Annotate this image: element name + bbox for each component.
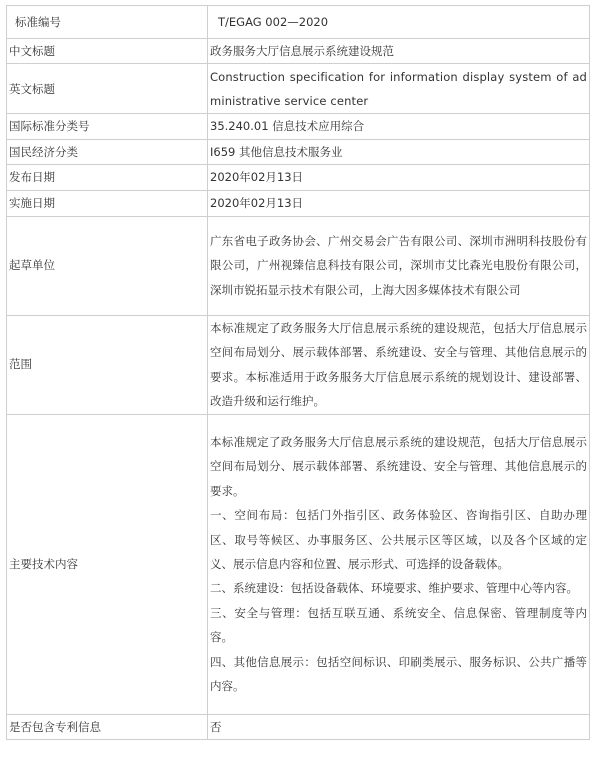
implement-date-value: 2020年02月13日 <box>208 190 590 216</box>
content-paragraph: 二、系统建设：包括设备载体、环境要求、维护要求、管理中心等内容。 <box>210 581 578 596</box>
scope-value: 本标准规定了政务服务大厅信息展示系统的建设规范，包括大厅信息展示空间布局划分、展示载体部署、系统建设、安全与管理、其他信息展示的要求。本标准适用于政务服务大厅信息展示系统的规划设计、建设部署、改造升级和运行维护。 <box>208 315 590 414</box>
content-paragraph: 三、安全与管理：包括互联互通、系统安全、信息保密、管理制度等内容。 <box>210 605 587 645</box>
main-technical-content-value <box>208 414 590 714</box>
row-label: 是否包含专利信息 <box>7 714 208 739</box>
table-row <box>7 165 590 190</box>
table-row <box>7 39 590 64</box>
row-label: 标准编号 <box>7 6 208 39</box>
patent-info-value: 否 <box>208 714 590 739</box>
row-label: 起草单位 <box>7 216 208 315</box>
standard-info-table <box>6 5 590 740</box>
english-title-value: Construction specification for information display system of administrative service center <box>208 64 590 114</box>
row-label: 中文标题 <box>7 39 208 64</box>
content-paragraph: 本标准规定了政务服务大厅信息展示系统的建设规范，包括大厅信息展示空间布局划分、展示载体部署、系统建设、安全与管理、其他信息展示的要求。 <box>210 434 587 498</box>
economic-classification-value: I659 其他信息技术服务业 <box>208 139 590 164</box>
row-label: 英文标题 <box>7 64 208 114</box>
row-label: 国民经济分类 <box>7 139 208 164</box>
table-row <box>7 190 590 216</box>
table-row <box>7 64 590 114</box>
standard-number-value: T/EGAG 002—2020 <box>208 6 590 39</box>
row-label: 范围 <box>7 315 208 414</box>
publish-date-value: 2020年02月13日 <box>208 165 590 190</box>
ics-value: 35.240.01 信息技术应用综合 <box>208 114 590 139</box>
chinese-title-value: 政务服务大厅信息展示系统建设规范 <box>208 39 590 64</box>
row-label: 主要技术内容 <box>7 414 208 714</box>
content-paragraph: 四、其他信息展示：包括空间标识、印刷类展示、服务标识、公共广播等内容。 <box>210 654 587 693</box>
table-row <box>7 114 590 139</box>
table-row <box>7 414 590 714</box>
table-row <box>7 714 590 739</box>
content-paragraph: 一、空间布局：包括门外指引区、政务体验区、咨询指引区、自助办理区、取号等候区、办事服务区、公共展示区等区域，以及各个区域的定义、展示信息内容和位置、展示形式、可选择的设备载体。 <box>210 508 587 571</box>
table-row <box>7 216 590 315</box>
table-row <box>7 139 590 164</box>
row-label: 发布日期 <box>7 165 208 190</box>
row-label: 实施日期 <box>7 190 208 216</box>
table-row <box>7 6 590 39</box>
row-label: 国际标准分类号 <box>7 114 208 139</box>
table-row <box>7 315 590 414</box>
drafting-units-value: 广东省电子政务协会、广州交易会广告有限公司、深圳市洲明科技股份有限公司，广州视臻信息科技有限公司，深圳市艾比森光电股份有限公司，深圳市锐拓显示技术有限公司，上海大因多媒体技术有限公司 <box>208 216 590 315</box>
